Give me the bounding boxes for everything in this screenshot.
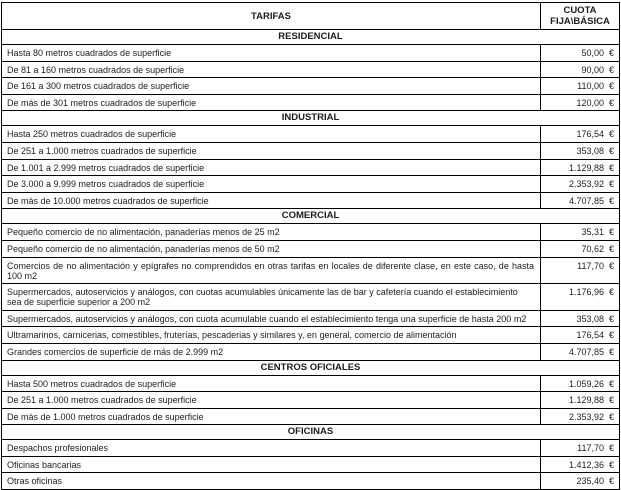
section-header-row (2, 360, 620, 375)
tariff-amount-cell (541, 94, 620, 111)
tariff-amount: 353,08 (576, 313, 604, 324)
tariff-amount: 4.707,85 (568, 346, 604, 357)
tariff-label: De 1.001 a 2.999 metros cuadrados de superficie (2, 159, 541, 176)
section-title: COMERCIAL (2, 209, 620, 224)
euro-symbol: € (608, 48, 614, 58)
tariff-label: De más de 1.000 metros cuadrados de superficie (2, 408, 541, 425)
euro-symbol: € (608, 64, 614, 75)
table-row (2, 45, 620, 62)
tariff-amount-cell (541, 142, 620, 159)
section-header-row (2, 111, 620, 126)
euro-symbol: € (608, 227, 614, 238)
table-row (2, 473, 620, 490)
tariff-amount-cell (541, 392, 620, 409)
table-row (2, 159, 620, 176)
quota-header-line1: CUOTA (563, 5, 597, 16)
header-row (2, 3, 620, 30)
euro-symbol: € (608, 97, 614, 108)
tariff-amount-cell (541, 45, 620, 62)
euro-symbol: € (608, 459, 614, 470)
tariff-amount-cell (541, 192, 620, 209)
tariff-label: Pequeño comercio de no alimentación, panaderías menos de 50 m2 (2, 240, 541, 257)
tariff-amount: 117,70 (577, 443, 604, 454)
tariff-label: Oficinas bancarias (2, 456, 541, 473)
tariff-label: De más de 10.000 metros cuadrados de superficie (2, 192, 541, 209)
tariff-amount-cell (541, 375, 620, 392)
tariff-amount-cell (541, 61, 620, 78)
tariff-amount: 353,08 (576, 145, 604, 156)
tariff-amount: 110,00 (577, 81, 604, 92)
tariff-label: Despachos profesionales (2, 440, 541, 457)
euro-symbol: € (608, 395, 614, 406)
tariff-label: De 3.000 a 9.999 metros cuadrados de superficie (2, 176, 541, 193)
table-row (2, 408, 620, 425)
table-row (2, 142, 620, 159)
tariff-amount: 1.129,88 (568, 162, 604, 173)
section-header-row (2, 209, 620, 224)
tariff-amount: 2.353,92 (568, 179, 604, 190)
tariff-label: De 251 a 1.000 metros cuadrados de superficie (2, 142, 541, 159)
section-header-row (2, 30, 620, 45)
tariff-label: De 251 a 1.000 metros cuadrados de superficie (2, 392, 541, 409)
tariff-label: Ultramarinos, carnicerias, comestibles, fruterías, pescaderias y similares y, en general, comercio de alimentación (2, 327, 541, 344)
tariff-amount: 117,70 (577, 260, 604, 271)
tariff-amount: 1.176,96 (568, 287, 604, 298)
tariff-label: Hasta 250 metros cuadrados de superficie (2, 126, 541, 143)
table-row (2, 310, 620, 327)
section-title: CENTROS OFICIALES (2, 360, 620, 375)
tariff-amount: 1.059,26 (568, 378, 604, 389)
euro-symbol: € (608, 443, 614, 454)
table-row (2, 456, 620, 473)
tariff-amount-cell (541, 159, 620, 176)
tariffs-column-header: TARIFAS (2, 3, 541, 30)
tariff-amount-cell (541, 327, 620, 344)
tariff-amount-cell (541, 284, 620, 311)
tariff-label: Comercios de no alimentación y epígrafes no comprendidos en otras tarifas en locales de diferente clase, en este caso, de hasta 100 m2 (2, 257, 541, 284)
tariff-label: Grandes comercios de superficie de más de 2.999 m2 (2, 343, 541, 360)
table-row (2, 284, 620, 311)
tariff-amount-cell (541, 224, 620, 241)
table-row (2, 61, 620, 78)
tariff-table-body (2, 30, 620, 490)
table-row (2, 224, 620, 241)
tariff-amount-cell (541, 78, 620, 95)
tariff-amount-cell (541, 126, 620, 143)
euro-symbol: € (608, 330, 614, 341)
table-row (2, 392, 620, 409)
euro-symbol: € (608, 162, 614, 173)
tariff-amount: 35,31 (581, 227, 604, 238)
table-row (2, 78, 620, 95)
tariff-label: Otras oficinas (2, 473, 541, 490)
euro-symbol: € (608, 378, 614, 389)
tariff-label: Supermercados, autoservicios y análogos, con cuota acumulable cuando el establecimiento tenga una superficie de hasta 200 m2 (2, 310, 541, 327)
euro-symbol: € (608, 81, 614, 92)
table-row (2, 343, 620, 360)
euro-symbol: € (608, 313, 614, 324)
euro-symbol: € (608, 243, 614, 254)
tariff-amount: 2.353,92 (568, 411, 604, 422)
tariff-amount: 1.412,36 (568, 459, 604, 470)
tariff-amount: 50,00 (581, 48, 604, 58)
tariff-table-head (2, 3, 620, 30)
tariff-label: Pequeño comercio de no alimentación, panaderías menos de 25 m2 (2, 224, 541, 241)
tariff-label: De 161 a 300 metros cuadrados de superficie (2, 78, 541, 95)
tariff-label: Hasta 500 metros cuadrados de superficie (2, 375, 541, 392)
table-row (2, 176, 620, 193)
table-row (2, 440, 620, 457)
table-row (2, 126, 620, 143)
tariff-amount-cell (541, 310, 620, 327)
tariff-label: Hasta 80 metros cuadrados de superficie (2, 45, 541, 62)
tariff-amount-cell (541, 440, 620, 457)
euro-symbol: € (608, 179, 614, 190)
quota-column-header (541, 3, 620, 30)
quota-header-line2: FIJA\BÁSICA (550, 16, 610, 27)
tariff-amount-cell (541, 343, 620, 360)
euro-symbol: € (608, 145, 614, 156)
table-row (2, 192, 620, 209)
euro-symbol: € (608, 195, 614, 206)
euro-symbol: € (608, 260, 614, 271)
euro-symbol: € (608, 476, 614, 487)
tariff-amount-cell (541, 257, 620, 284)
section-title: RESIDENCIAL (2, 30, 620, 45)
tariff-amount-cell (541, 408, 620, 425)
tariff-amount: 70,62 (581, 243, 604, 254)
tariff-amount-cell (541, 473, 620, 490)
tariff-label: Supermercados, autoservicios y análogos, con cuotas acumulables únicamente las de bar y cafetería cuando el establecimiento sea de superficie superior a 200 m2 (2, 284, 541, 311)
table-row (2, 94, 620, 111)
tariff-amount-cell (541, 240, 620, 257)
tariff-label: De 81 a 160 metros cuadrados de superficie (2, 61, 541, 78)
tariff-amount-cell (541, 456, 620, 473)
tariff-amount: 1.129,88 (568, 395, 604, 406)
tariff-amount: 176,54 (576, 129, 604, 140)
section-title: INDUSTRIAL (2, 111, 620, 126)
euro-symbol: € (608, 129, 614, 140)
tariff-amount: 4.707,85 (568, 195, 604, 206)
euro-symbol: € (608, 411, 614, 422)
tariff-amount: 120,00 (576, 97, 604, 108)
tariff-amount: 176,54 (576, 330, 604, 341)
table-row (2, 257, 620, 284)
tariff-amount: 90,00 (581, 64, 604, 75)
section-header-row (2, 425, 620, 440)
euro-symbol: € (608, 287, 614, 298)
table-row (2, 327, 620, 344)
section-title: OFICINAS (2, 425, 620, 440)
tariff-amount: 235,40 (576, 476, 604, 487)
tariff-amount-cell (541, 176, 620, 193)
tariff-label: De más de 301 metros cuadrados de superficie (2, 94, 541, 111)
euro-symbol: € (608, 346, 614, 357)
tariff-table (1, 2, 620, 490)
table-row (2, 375, 620, 392)
table-row (2, 240, 620, 257)
